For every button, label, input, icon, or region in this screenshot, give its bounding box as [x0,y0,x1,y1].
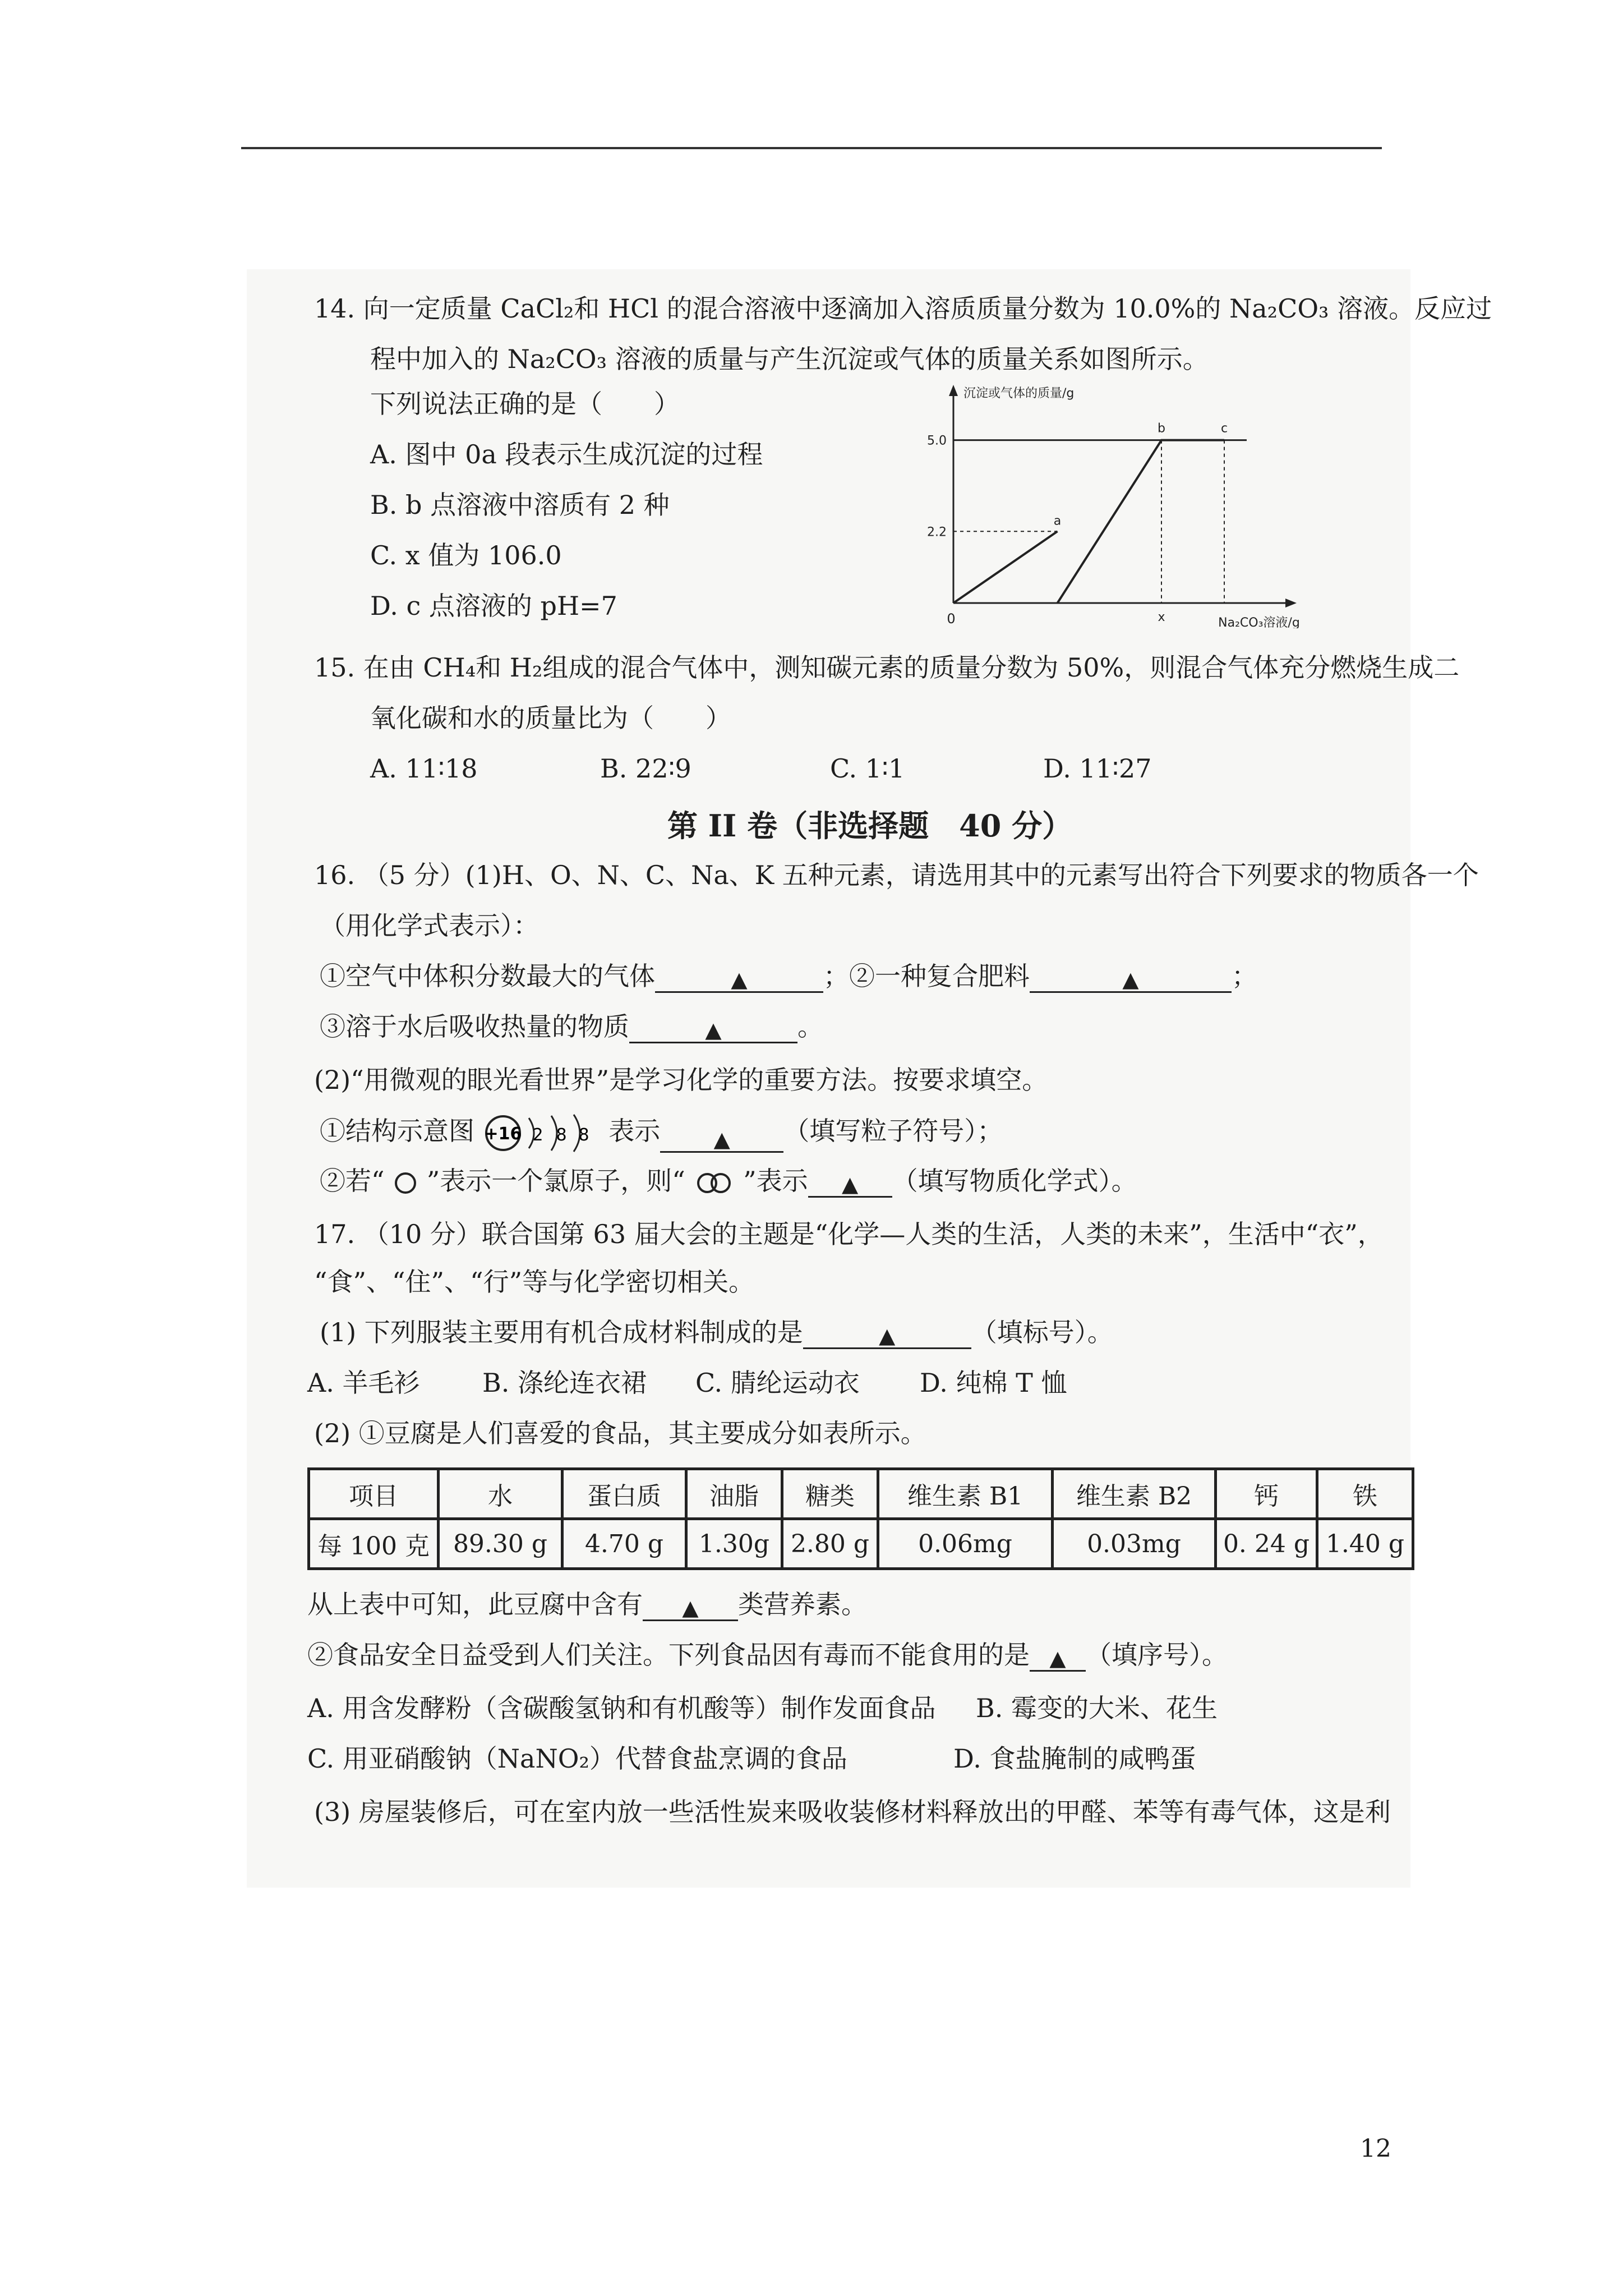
origin-label: 0 [947,611,956,627]
point-label-c: c [1220,421,1228,436]
table-cell: 1.30g [686,1519,782,1569]
shell-electrons-2: 8 [556,1125,567,1145]
q14-option-d: D. c 点溶液的 pH=7 [370,591,617,621]
nucleus-charge: +16 [484,1124,522,1144]
table-header: 铁 [1317,1469,1413,1519]
q17-line1: 17. （10 分）联合国第 63 届大会的主题是“化学—人类的生活，人类的未来”，生活中“衣”， [314,1219,1384,1249]
table-row [309,1519,1413,1569]
x-marker-label: x [1158,610,1165,624]
x-axis-arrow [1285,599,1297,608]
answer-mark: ▲ [731,967,748,992]
q16-line1: 16. （5 分）(1)H、O、N、C、Na、K 五种元素，请选用其中的元素写出符合下列要求的物质各一个 [314,860,1479,890]
q17-part1-post: （填标号）。 [971,1317,1113,1347]
point-label-b: b [1158,421,1165,436]
table-cell: 2.80 g [782,1519,878,1569]
header-rule [241,147,1382,149]
table-cell: 1.40 g [1317,1519,1413,1569]
q16-line2: （用化学式表示）： [320,910,539,941]
x-axis-label: Na₂CO₃溶液/g [1218,616,1300,628]
y-tick-label: 2.2 [927,525,947,540]
q14-prompt: 下列说法正确的是（ ） [370,389,680,419]
q17-part1-option-d: D. 纯棉 T 恤 [920,1368,1067,1398]
table-cell: 0.06mg [878,1519,1053,1569]
q17-part1-row [320,1315,1113,1349]
answer-mark: ▲ [1049,1646,1066,1671]
q16-item1-blank[interactable] [655,964,823,993]
sulfur-ion-structure-diagram [483,1114,601,1153]
q16-items-row4 [320,1164,1137,1198]
q15-line2: 氧化碳和水的质量比为（ ） [370,703,731,733]
q16-item4-mid: 表示 [608,1116,661,1146]
q16-item5-blank[interactable] [808,1169,892,1198]
q16-item5-mid2: ”表示 [743,1166,808,1196]
q14-line2: 程中加入的 Na₂CO₃ 溶液的质量与产生沉淀或气体的质量关系如图所示。 [370,344,1209,374]
q17-safety-blank[interactable] [1030,1643,1086,1672]
q17-part1-blank[interactable] [803,1320,971,1349]
q17-part1-option-c: C. 腈纶运动衣 [695,1368,860,1398]
q17-part3: (3) 房屋装修后，可在室内放一些活性炭来吸收装修材料释放出的甲醛、苯等有毒气体，这是利 [314,1797,1391,1827]
q17-part2: (2) ①豆腐是人们喜爱的食品，其主要成分如表所示。 [314,1418,926,1448]
shell-electrons-1: 2 [532,1125,543,1145]
q16-item2-blank[interactable] [1030,964,1232,993]
y-axis-arrow [949,385,958,396]
tofu-nutrition-table [307,1467,1414,1570]
q17-safety-option-d: D. 食盐腌制的咸鸭蛋 [953,1743,1196,1774]
q16-item4-label: ①结构示意图 [320,1116,474,1146]
answer-mark: ▲ [682,1595,699,1620]
table-cell: 每 100 克 [309,1519,439,1569]
section-2-title: 第 II 卷（非选择题 40 分） [667,808,1073,844]
table-cell: 0. 24 g [1216,1519,1317,1569]
q17-safety-post: （填序号）。 [1086,1640,1228,1670]
q15-option-b: B. 22∶9 [600,753,691,784]
point-label-a: a [1053,514,1062,528]
q15-option-d: D. 11∶27 [1043,753,1152,784]
chlorine-atom-icon [393,1170,418,1196]
answer-mark: ▲ [1122,967,1139,992]
q17-part1-option-a: A. 羊毛衫 [307,1368,420,1398]
table-cell: 4.70 g [562,1519,686,1569]
table-header: 糖类 [782,1469,878,1519]
table-header-row [309,1469,1413,1519]
q16-item5-mid: ”表示一个氯原子，则“ [426,1166,685,1196]
q17-safety-option-a: A. 用含发酵粉（含碳酸氢钠和有机酸等）制作发面食品 [307,1693,936,1723]
q17-line2: “食”、“住”、“行”等与化学密切相关。 [314,1267,755,1297]
q16-part2: (2)“用微观的眼光看世界”是学习化学的重要方法。按要求填空。 [314,1065,1048,1095]
answer-mark: ▲ [705,1018,722,1042]
q16-item3-label: ③溶于水后吸收热量的物质 [320,1011,629,1042]
table-header: 项目 [309,1469,439,1519]
y-axis-label: 沉淀或气体的质量/g [963,386,1075,401]
q16-item5-pre: ②若“ [320,1166,385,1196]
y-tick-label: 5.0 [927,434,947,448]
q14-option-b: B. b 点溶液中溶质有 2 种 [370,490,670,520]
table-header: 水 [439,1469,562,1519]
table-cell: 89.30 g [439,1519,562,1569]
q16-item3-blank[interactable] [629,1015,797,1043]
q16-item4-blank[interactable] [660,1124,783,1153]
q14-line1: 14. 向一定质量 CaCl₂和 HCl 的混合溶液中逐滴加入溶质质量分数为 10.0%的 Na₂CO₃ 溶液。反应过 [314,293,1492,324]
q16-items-row2: ③溶于水后吸收热量的物质 ▲ 。 [320,1011,823,1042]
table-header: 钙 [1216,1469,1317,1519]
q14-chart [920,381,1312,628]
q17-after-table [307,1588,867,1621]
q17-after-table-post: 类营养素。 [738,1589,867,1619]
table-cell: 0.03mg [1053,1519,1216,1569]
q17-after-table-pre: 从上表中可知，此豆腐中含有 [307,1589,643,1619]
q16-item5-post: （填写物质化学式）。 [892,1166,1137,1196]
table-header: 油脂 [686,1469,782,1519]
q15-option-a: A. 11∶18 [370,753,478,784]
table-header: 蛋白质 [562,1469,686,1519]
answer-mark: ▲ [713,1127,730,1152]
q15-option-c: C. 1∶1 [830,753,905,784]
q14-option-c: C. x 值为 106.0 [370,540,562,570]
answer-mark: ▲ [879,1323,896,1348]
q14-option-a: A. 图中 0a 段表示生成沉淀的过程 [370,439,763,470]
q17-safety-row [307,1638,1228,1672]
q16-items-row1: ①空气中体积分数最大的气体 ▲ ；②一种复合肥料 ▲ ； [320,961,1257,992]
shell-electrons-3: 8 [578,1125,589,1145]
q16-items-row3 [320,1114,1003,1153]
page-number: 12 [1360,2134,1391,2163]
gas-series-line [953,531,1058,603]
q17-safety-option-c: C. 用亚硝酸钠（NaNO₂）代替食盐烹调的食品 [307,1743,847,1774]
answer-mark: ▲ [841,1172,859,1197]
q16-item2-label: ；②一种复合肥料 [823,961,1030,991]
table-header: 维生素 B2 [1053,1469,1216,1519]
q15-line1: 15. 在由 CH₄和 H₂组成的混合气体中，测知碳元素的质量分数为 50%，则混合气体充分燃烧生成二 [314,652,1460,683]
chlorine-molecule-icon [693,1170,735,1196]
q17-part1-label: (1) 下列服装主要用有机合成材料制成的是 [320,1317,803,1347]
q16-item1-label: ①空气中体积分数最大的气体 [320,961,655,991]
precipitate-series-line [1058,440,1225,603]
q17-nutrient-blank[interactable] [643,1593,738,1621]
q17-safety-option-b: B. 霉变的大米、花生 [976,1693,1218,1723]
q17-safety-label: ②食品安全日益受到人们关注。下列食品因有毒而不能食用的是 [307,1640,1030,1670]
q17-part1-option-b: B. 涤纶连衣裙 [482,1368,647,1398]
table-header: 维生素 B1 [878,1469,1053,1519]
q16-item4-post: （填写粒子符号）； [783,1116,1003,1146]
